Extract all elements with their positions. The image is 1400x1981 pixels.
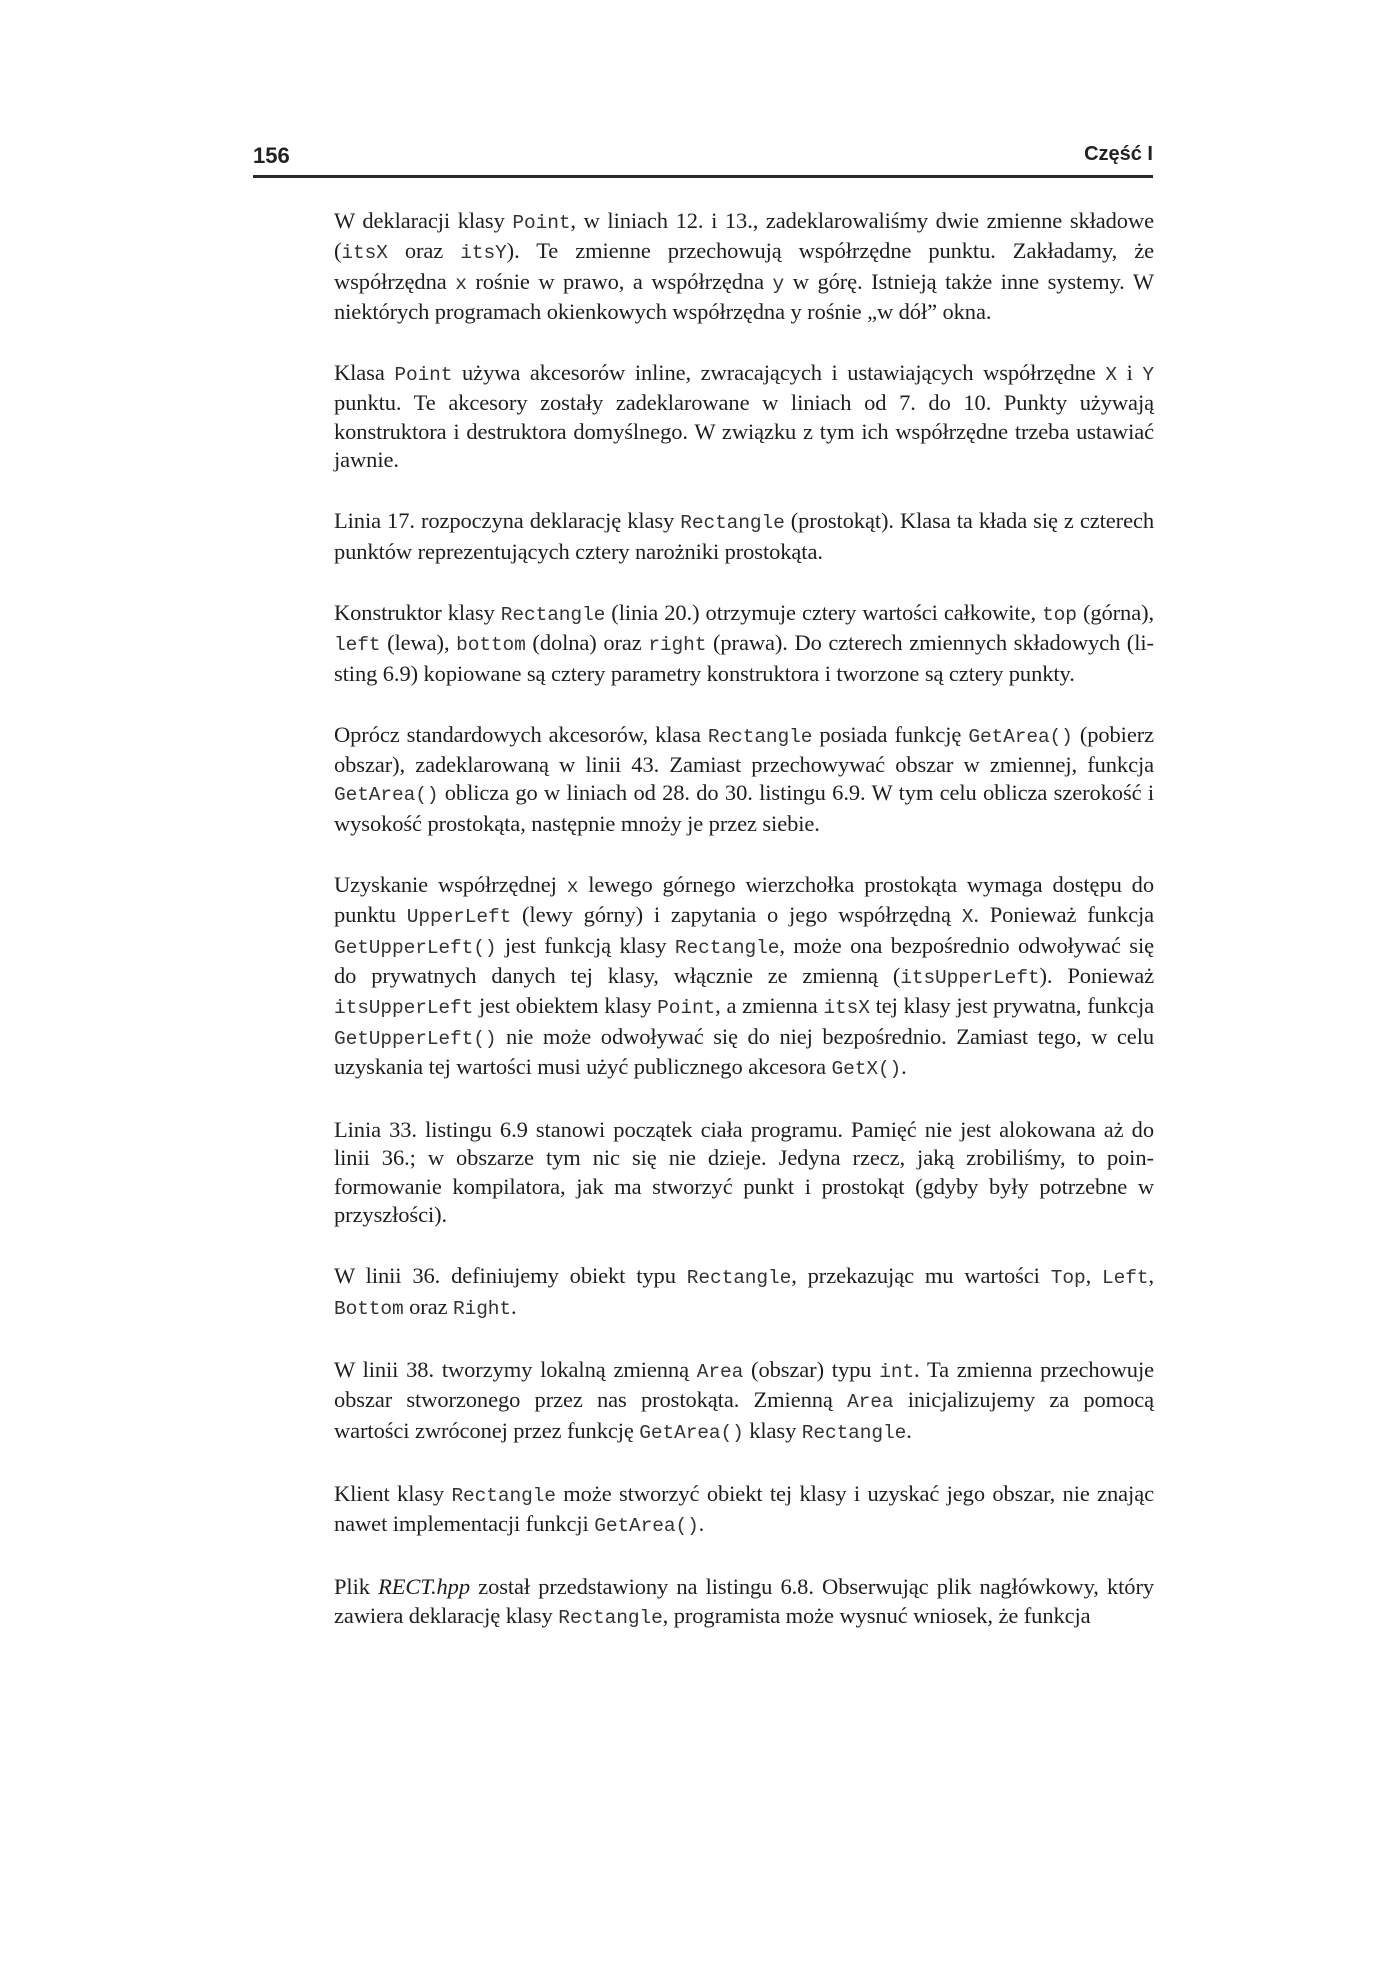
text-run: nie może odwoływać się do niej bezpośrednio. Zamiast tego, w celu uzyskania tej wartości musi użyć publicznego akcesora [334, 1023, 1154, 1079]
page-header [253, 143, 1153, 178]
text-run: Oprócz standardowych akcesorów, klasa [334, 721, 708, 747]
inline-code: Right [453, 1297, 512, 1320]
inline-code: Rectangle [674, 936, 780, 959]
text-run: . Ta zmienna przechowuje obszar stworzonego przez nas prostokąta. Zmienną [334, 1356, 1154, 1413]
text-run: Linia 17. rozpoczyna deklarację klasy [334, 508, 681, 534]
text-run: (lewy górny) i zapytania o jego współrzędną [511, 902, 962, 928]
inline-code: Bottom [334, 1297, 404, 1320]
text-run: , a zmienna [715, 993, 824, 1019]
paragraph [334, 721, 1154, 838]
inline-code: int [879, 1360, 915, 1383]
inline-code: Rectangle [680, 512, 785, 535]
inline-code: GetArea() [639, 1421, 744, 1444]
inline-code: Rectangle [500, 603, 606, 626]
text-run: (górna), [1076, 599, 1154, 625]
text-run: został przedstawiony na listingu 6.8. Obserwując plik nagłówkowy, który zawiera deklarację klasy [334, 1574, 1154, 1628]
text-run: W linii 38. tworzymy lokalną zmienną [334, 1356, 697, 1382]
text-run: ). Ponieważ [1039, 962, 1154, 988]
text-run: , przekazując mu wartości [791, 1263, 1051, 1289]
inline-code: Area [847, 1391, 894, 1414]
inline-code: left [334, 634, 381, 657]
paragraph [334, 871, 1154, 1083]
inline-code: Y [1142, 364, 1154, 387]
inline-code: Point [512, 212, 571, 234]
paragraph [334, 507, 1154, 566]
inline-code: X [961, 906, 974, 929]
inline-code: Rectangle [451, 1484, 556, 1507]
text-run: ). Te zmienne przechowują współrzędne punktu. Zakładamy, że współrzędna [334, 238, 1154, 294]
paragraph [334, 599, 1154, 688]
text-run: Konstruktor klasy [334, 599, 501, 625]
text-run: punktu. Te akcesory zostały zadeklarowane w liniach od 7. do 10. Punkty używają konstruktora i destruktora domyślnego. W związku z tym ich współrzędne trzeba ustawiać jawnie. [334, 390, 1154, 473]
text-run: (lewa), [380, 630, 457, 656]
page-number: 156 [253, 143, 290, 168]
inline-code: Left [1102, 1267, 1149, 1290]
inline-code: Top [1050, 1267, 1086, 1290]
text-run: . [511, 1293, 517, 1319]
running-head: Część I [1084, 143, 1153, 165]
text-run: . [901, 1053, 907, 1079]
inline-code: Rectangle [558, 1606, 663, 1629]
text-run: . [906, 1417, 912, 1443]
text-run: (prostokąt). Klasa ta kłada się z czterech punktów reprezentujących cztery narożniki prostokąta. [334, 508, 1155, 564]
text-run: i [1116, 360, 1143, 386]
text-run: może stworzyć obiekt tej klasy i uzyskać jego obszar, nie znając nawet implementacji funkcji [334, 1480, 1154, 1537]
text-run: oblicza go w liniach od 28. do 30. listingu 6.9. W tym celu oblicza szerokość i wysokość prostokąta, następnie mnoży je przez siebie. [334, 780, 1154, 836]
inline-code: y [772, 272, 785, 295]
italic-text: RECT.hpp [378, 1574, 470, 1600]
text-run: lewego górnego wierzchołka prostokąta wymaga dostępu do punktu [334, 872, 1154, 928]
inline-code: GetArea() [594, 1515, 699, 1538]
text-run: , w liniach 12. i 13., zadeklarowaliśmy dwie zmienne składowe ( [334, 208, 1154, 264]
text-run: , [1148, 1263, 1154, 1289]
text-run: . [698, 1511, 705, 1537]
inline-code: itsUpperLeft [334, 997, 474, 1020]
paragraph [334, 1356, 1154, 1447]
text-run: jest funkcją klasy [496, 932, 675, 958]
text-run: (linia 20.) otrzymuje cztery wartości całkowite, [605, 599, 1043, 625]
inline-code: itsX [341, 242, 388, 265]
inline-code: top [1042, 603, 1077, 626]
inline-code: Rectangle [801, 1421, 907, 1444]
text-run: (prawa). Do czterech zmiennych składowych (listing 6.9) kopiowane są cztery parametry konstruktora i tworzone są cztery punkty. [334, 630, 1155, 686]
text-run: , [1085, 1263, 1103, 1289]
inline-code: x [566, 876, 579, 899]
text-run: klasy [743, 1417, 802, 1443]
text-run: Uzyskanie współrzędnej [334, 872, 567, 898]
paragraph [334, 1573, 1154, 1632]
inline-code: Area [696, 1360, 744, 1383]
text-run: (pobierz obszar), zadeklarowaną w linii 43. Zamiast przechowywać obszar w zmiennej, funkcja [334, 721, 1154, 778]
paragraph [334, 207, 1154, 326]
text-run: oraz [387, 238, 461, 264]
inline-code: right [648, 634, 707, 657]
text-run: używa akcesorów inline, zwracających i ustawiających współrzędne [452, 360, 1106, 386]
inline-code: GetArea() [968, 725, 1073, 748]
inline-code: GetX() [831, 1057, 902, 1080]
text-run: . Ponieważ funkcja [973, 902, 1154, 928]
text-run: jest obiektem klasy [473, 993, 658, 1019]
text-run: inicjalizujemy za pomocą wartości zwróconej przez funkcję [334, 1387, 1155, 1443]
text-run: Plik [334, 1574, 379, 1600]
text-run: Klient klasy [334, 1480, 452, 1506]
paragraph [334, 359, 1154, 474]
inline-code: X [1105, 364, 1117, 387]
text-run: Linia 33. listingu 6.9 stanowi początek ciała programu. Pamięć nie jest alokowana aż do linii 36.; w obszarze tym nic się nie dzieje. Jedyna rzecz, jaką zrobiliśmy, to poinformowanie kompilatora, jak ma stworzyć punkt i prostokąt (gdyby były potrzebne w przyszłości). [334, 1117, 1154, 1228]
inline-code: GetUpperLeft() [334, 936, 497, 959]
inline-code: Point [394, 364, 453, 387]
inline-code: itsUpperLeft [900, 966, 1040, 989]
inline-code: x [455, 272, 467, 295]
inline-code: Point [657, 997, 716, 1020]
inline-code: GetUpperLeft() [334, 1027, 497, 1050]
text-run: tej klasy jest prywatna, funkcja [869, 993, 1155, 1019]
inline-code: UpperLeft [406, 906, 512, 929]
inline-code: itsY [460, 242, 507, 265]
inline-code: Rectangle [686, 1267, 792, 1290]
text-run: , programista może wysnuć wniosek, że funkcja [662, 1602, 1091, 1628]
paragraph [334, 1262, 1154, 1323]
text-run: W linii 36. definiujemy obiekt typu [334, 1263, 687, 1289]
inline-code: itsX [823, 997, 870, 1020]
text-run: W deklaracji klasy [334, 208, 513, 233]
text-run: oraz [403, 1293, 453, 1319]
paragraph [334, 1116, 1154, 1229]
text-run: Klasa [334, 360, 395, 386]
paragraph [334, 1480, 1154, 1541]
text-run: , może ona bezpośrednio odwoływać się do prywatnych danych tej klasy, włącznie ze zmienną ( [334, 932, 1154, 988]
text-run: (dolna) oraz [525, 630, 649, 656]
inline-code: Rectangle [707, 725, 813, 748]
text-run: (obszar) typu [743, 1356, 880, 1382]
inline-code: GetArea() [334, 784, 439, 807]
body-text [334, 207, 1154, 1632]
text-run: posiada funkcję [812, 721, 969, 747]
inline-code: bottom [456, 634, 526, 657]
text-run: rośnie w prawo, a współrzędna [466, 268, 773, 294]
text-run: w górę. Istnieją także inne systemy. W niektórych programach okienkowych współrzędna y rośnie „w dół” okna. [334, 268, 1155, 324]
